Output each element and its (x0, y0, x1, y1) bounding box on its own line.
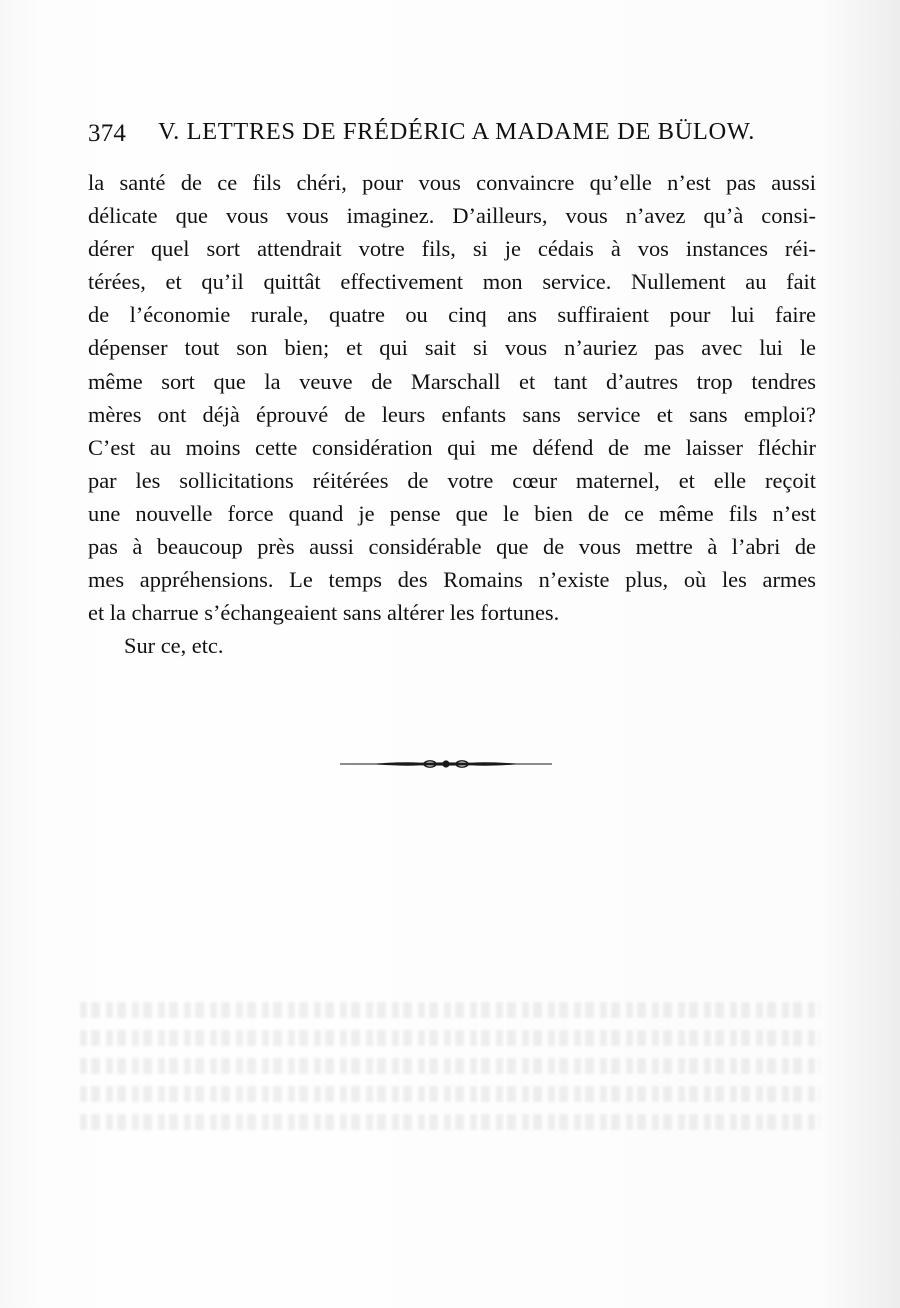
closing-formula: Sur ce, etc. (124, 633, 224, 659)
body-line: une nouvelle force quand je pense que le bien de ce même fils n’est (88, 500, 816, 526)
bleed-through-shadow (60, 880, 840, 1220)
body-line: et la charrue s’échangeaient sans altérer les fortunes. (88, 600, 560, 626)
body-line: pas à beaucoup près aussi considérable que de vous mettre à l’abri de (88, 534, 816, 560)
body-line: la santé de ce fils chéri, pour vous convaincre qu’elle n’est pas aussi (88, 170, 816, 195)
body-line: par les sollicitations réitérées de votre cœur maternel, et elle reçoit (88, 467, 816, 493)
running-head: V. LETTRES DE FRÉDÉRIC A MADAME DE BÜLOW. (158, 118, 755, 145)
typographic-rule-ornament-icon (340, 752, 552, 776)
body-line: de l’économie rurale, quatre ou cinq ans suffiraient pour lui faire (88, 302, 816, 328)
bleed-lines-shadow (80, 990, 820, 1130)
body-line: mes appréhensions. Le temps des Romains n’existe plus, où les armes (88, 567, 816, 593)
body-line: dépenser tout son bien; et qui sait si vous n’auriez pas avec lui le (88, 335, 816, 361)
body-line: mères ont déjà éprouvé de leurs enfants sans service et sans emploi? (88, 401, 816, 427)
body-line: même sort que la veuve de Marschall et tant d’autres trop tendres (88, 368, 816, 394)
letter-body (88, 166, 816, 662)
page-number: 374 (88, 120, 127, 147)
body-line: dérer quel sort attendrait votre fils, si je cédais à vos instances réi- (88, 236, 816, 262)
page-header (88, 118, 788, 152)
body-line: délicate que vous vous imaginez. D’ailleurs, vous n’avez qu’à consi- (88, 203, 816, 229)
body-line: térées, et qu’il quittât effectivement mon service. Nullement au fait (88, 269, 816, 295)
body-line: C’est au moins cette considération qui me défend de me laisser fléchir (88, 434, 816, 460)
